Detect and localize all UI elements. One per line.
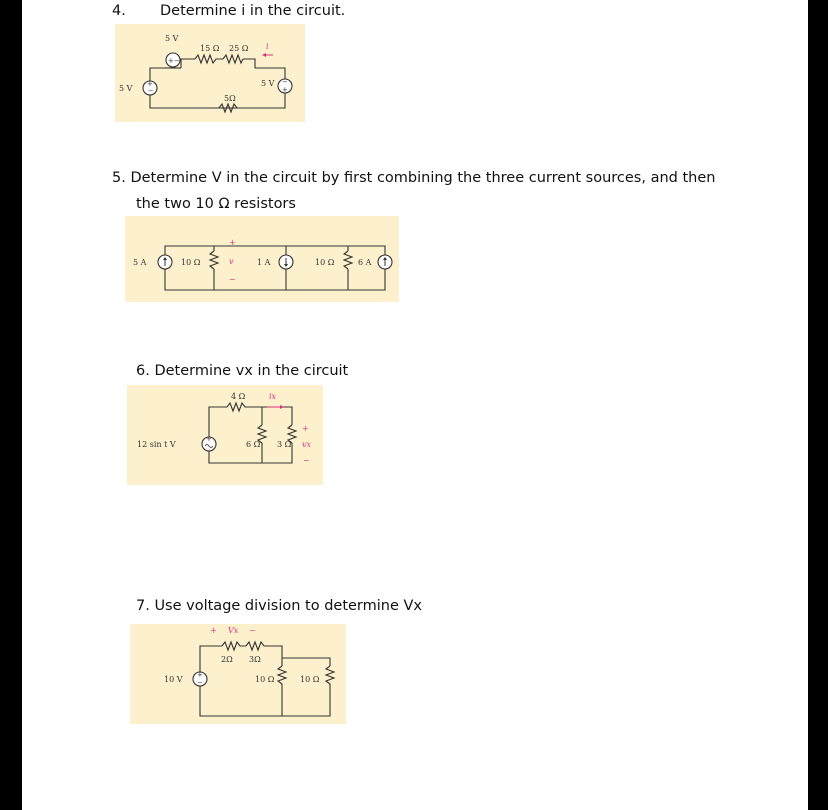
- q6-r1-label: 4 Ω: [231, 392, 246, 401]
- q4-r3-label: 5Ω: [224, 94, 236, 103]
- q4-r2-label: 25 Ω: [229, 44, 249, 53]
- q5-5a-label: 5 A: [133, 258, 147, 267]
- q5-r2-label: 10 Ω: [315, 258, 335, 267]
- q6-r2-label: 6 Ω: [246, 440, 261, 449]
- q4-left-source-label: 5 V: [119, 84, 133, 93]
- q5-1a-label: 1 A: [257, 258, 271, 267]
- q6-minus-label: −: [303, 456, 310, 465]
- q7-source-label: 10 V: [164, 675, 183, 684]
- q6-source-label: 12 sin t V: [137, 440, 176, 449]
- q6-ix-label: ix: [269, 392, 277, 401]
- q6-circuit-diagram: [127, 385, 323, 485]
- q4-number: 4.: [112, 3, 126, 19]
- q6-circuit-svg: [127, 385, 323, 485]
- q7-circuit-diagram: [130, 624, 346, 724]
- q4-right-source-label: 5 V: [261, 79, 275, 88]
- q5-circuit-diagram: [125, 216, 399, 302]
- svg-text:+: +: [282, 86, 288, 94]
- q7-r2-label: 3Ω: [249, 655, 261, 664]
- q7-circuit-svg: [130, 624, 346, 724]
- svg-text:+: +: [206, 435, 212, 443]
- q5-plus-label: +: [229, 238, 236, 247]
- q7-r4-label: 10 Ω: [300, 675, 320, 684]
- q5-text-line2: the two 10 Ω resistors: [136, 196, 296, 212]
- q5-v-label: v: [229, 257, 234, 266]
- q5-text-line1: 5. Determine V in the circuit by first combining the three current sources, and then: [112, 170, 716, 186]
- q5-minus-label: −: [229, 275, 236, 284]
- q7-r1-label: 2Ω: [221, 655, 233, 664]
- q6-text: 6. Determine vx in the circuit: [136, 363, 349, 379]
- q5-6a-label: 6 A: [358, 258, 372, 267]
- q6-r3-label: 3 Ω: [277, 440, 292, 449]
- q7-vx-label: Vx: [228, 626, 239, 635]
- q6-vx-label: vx: [302, 440, 312, 449]
- q4-r1-label: 15 Ω: [200, 44, 220, 53]
- document-page: [22, 0, 808, 810]
- svg-text:−: −: [148, 87, 154, 95]
- q6-plus-label: +: [302, 424, 309, 433]
- q4-top-source-label: 5 V: [165, 34, 179, 43]
- svg-text:−: −: [197, 679, 203, 687]
- q7-minus-label: −: [249, 626, 256, 635]
- q4-text: Determine i in the circuit.: [160, 3, 346, 19]
- q4-circuit-svg: [115, 24, 305, 122]
- q4-current-label: i: [266, 42, 269, 51]
- q7-plus-label: +: [210, 626, 217, 635]
- q7-text: 7. Use voltage division to determine Vx: [136, 598, 422, 614]
- svg-text:+: +: [147, 80, 153, 88]
- svg-text:−: −: [282, 78, 288, 86]
- svg-text:+: +: [197, 671, 203, 679]
- q5-r1-label: 10 Ω: [181, 258, 201, 267]
- q7-r3-label: 10 Ω: [255, 675, 275, 684]
- q4-circuit-diagram: [115, 24, 305, 122]
- q5-circuit-svg: [125, 216, 399, 302]
- svg-text:+−: +−: [168, 57, 180, 65]
